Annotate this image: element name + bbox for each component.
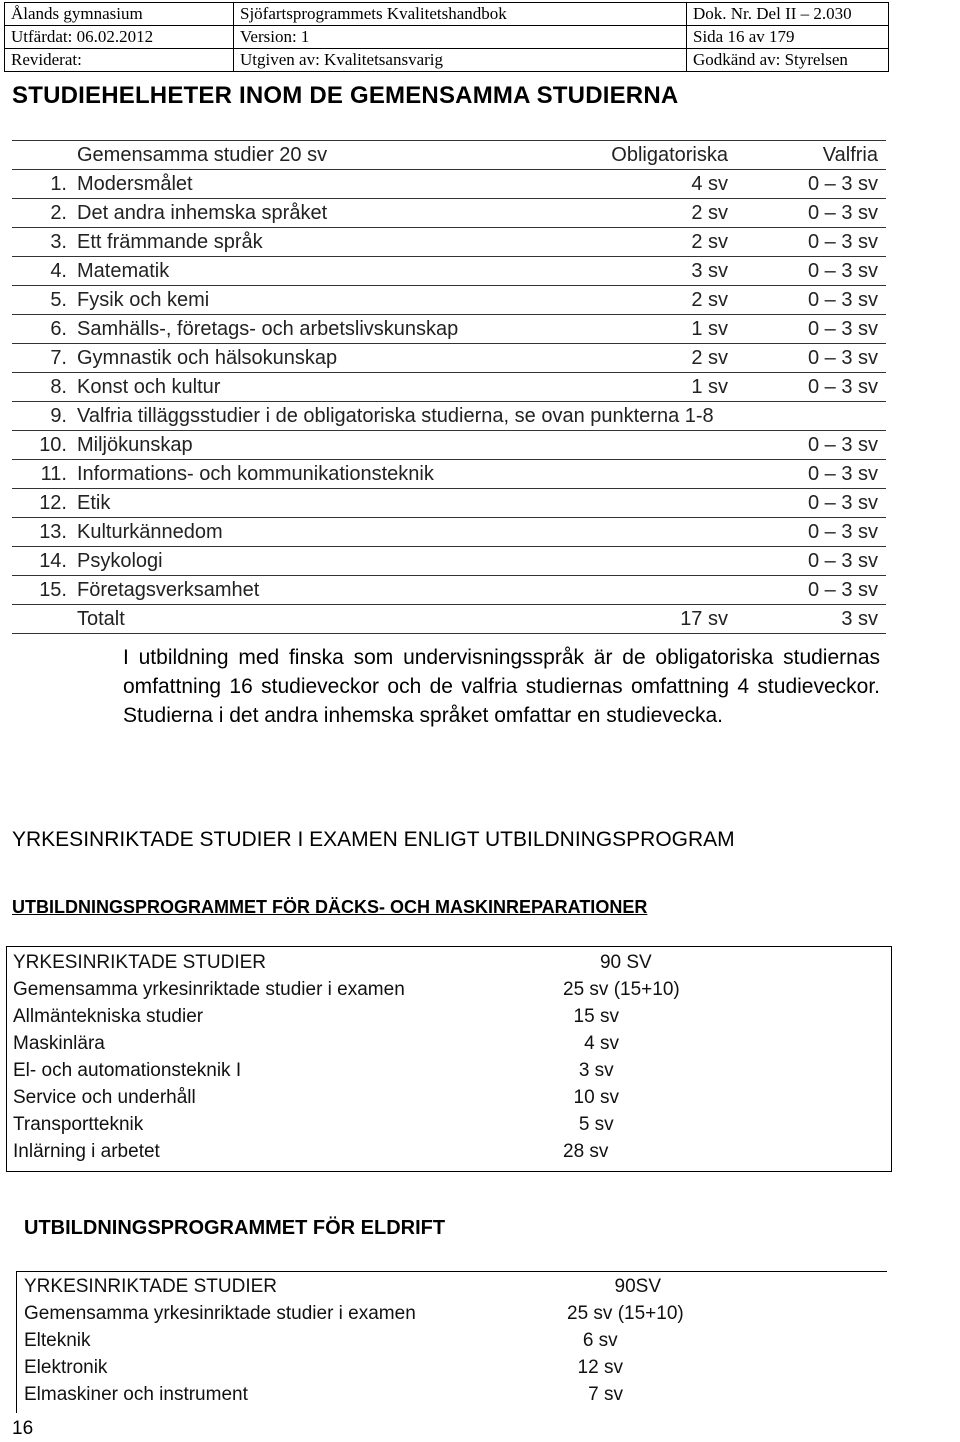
program1-row [7,1003,891,1030]
program2-row-amount: 90SV [567,1276,661,1297]
program2-row [17,1327,887,1354]
header-version: Version: 1 [234,26,687,49]
header-issued-by: Utgiven av: Kvalitetsansvarig [234,49,687,72]
core-row-optional: 0 – 3 sv [807,521,878,543]
program1-row [7,1138,891,1165]
core-table-row [12,315,886,344]
program2-row-amount: 7 sv [567,1384,623,1405]
core-row-optional: 0 – 3 sv [807,260,878,282]
program1-row-label: Maskinlära [13,1033,105,1054]
program1-box [6,946,892,1172]
core-row-subject: Modersmålet [77,173,193,195]
core-head-name: Gemensamma studier 20 sv [77,144,328,166]
program2-row [17,1381,887,1408]
core-row-optional: 0 – 3 sv [807,463,878,485]
core-table-row [12,286,886,315]
program1-row-label: El- och automationsteknik I [13,1060,242,1081]
program2-row-label: Elteknik [24,1330,91,1351]
core-row-subject: Fysik och kemi [77,289,210,311]
core-row-optional: 0 – 3 sv [807,579,878,601]
program2-row [17,1300,887,1327]
core-table-row [12,460,886,489]
core-table-row [12,373,886,402]
core-row-number: 2. [50,202,67,224]
core-row-optional: 0 – 3 sv [807,376,878,398]
core-row-subject: Kulturkännedom [77,521,223,543]
core-total-row [12,605,886,634]
program2-row-amount: 25 sv (15+10) [567,1303,684,1324]
core-row-subject: Gymnastik och hälsokunskap [77,347,338,369]
program2-title: UTBILDNINGSPROGRAMMET FÖR ELDRIFT [24,1217,446,1239]
core-table-row [12,257,886,286]
header-page: Sida 16 av 179 [687,26,889,49]
core-row-number: 1. [50,173,67,195]
header-revised: Reviderat: [5,49,234,72]
core-table-row [12,199,886,228]
program2-row-label: Gemensamma yrkesinriktade studier i examen [24,1303,416,1324]
program1-row-amount: 90 SV [563,952,652,973]
page-title: STUDIEHELHETER INOM DE GEMENSAMMA STUDIERNA [12,82,679,109]
header-approved: Godkänd av: Styrelsen [687,49,889,72]
core-total-label: Totalt [77,608,125,630]
program1-row [7,1057,891,1084]
header-school: Ålands gymnasium [5,3,234,26]
program2-row-label: YRKESINRIKTADE STUDIER [24,1276,278,1297]
core-row-optional: 0 – 3 sv [807,492,878,514]
core-row-number: 9. [50,405,67,427]
program1-row-amount: 28 sv [563,1141,609,1162]
document-header [4,2,889,72]
section-heading: YRKESINRIKTADE STUDIER I EXAMEN ENLIGT UTBILDNINGSPROGRAM [12,828,735,851]
core-row-optional: 0 – 3 sv [807,347,878,369]
core-table-row [12,547,886,576]
core-row-number: 7. [50,347,67,369]
program1-row-label: Gemensamma yrkesinriktade studier i examen [13,979,405,1000]
core-head-optional: Valfria [822,144,878,166]
core-row-optional: 0 – 3 sv [807,318,878,340]
program2-row-amount: 12 sv [567,1357,623,1378]
core-table-header [12,140,886,170]
program1-row-label: Transportteknik [13,1114,144,1135]
core-table-row [12,518,886,547]
program1-row-amount: 4 sv [563,1033,619,1054]
core-row-number: 6. [50,318,67,340]
core-row-number: 10. [39,434,67,456]
core-row-number: 13. [39,521,67,543]
core-row-optional: 0 – 3 sv [807,231,878,253]
program1-row-amount: 5 sv [563,1114,614,1135]
core-row-obligatory: 4 sv [691,173,728,195]
core-row-obligatory: 2 sv [691,289,728,311]
core-row-optional: 0 – 3 sv [807,202,878,224]
header-issued: Utfärdat: 06.02.2012 [5,26,234,49]
core-row-subject: Det andra inhemska språket [77,202,328,224]
core-row-subject: Valfria tilläggsstudier i de obligatoriska studierna, se ovan punkterna 1-8 [77,405,714,427]
core-table-row [12,431,886,460]
program1-row-amount: 15 sv [563,1006,619,1027]
program1-row [7,1111,891,1138]
program1-row-label: Inlärning i arbetet [13,1141,160,1162]
core-row-obligatory: 1 sv [691,318,728,340]
program2-row-amount: 6 sv [567,1330,618,1351]
core-studies-table [12,140,886,634]
core-row-number: 4. [50,260,67,282]
core-row-obligatory: 3 sv [691,260,728,282]
program2-box [16,1271,887,1413]
program1-row-amount: 10 sv [563,1087,619,1108]
core-table-row [12,170,886,199]
core-head-obligatory: Obligatoriska [611,144,728,166]
header-docnr: Dok. Nr. Del II – 2.030 [687,3,889,26]
program1-row [7,1030,891,1057]
core-row-optional: 0 – 3 sv [807,550,878,572]
core-row-optional: 0 – 3 sv [807,173,878,195]
program2-row-label: Elmaskiner och instrument [24,1384,248,1405]
core-row-subject: Företagsverksamhet [77,579,260,601]
core-row-subject: Matematik [77,260,170,282]
program1-row [7,949,891,976]
core-row-subject: Etik [77,492,111,514]
core-row-obligatory: 2 sv [691,231,728,253]
program2-row-label: Elektronik [24,1357,108,1378]
core-total-obligatory: 17 sv [680,608,728,630]
core-row-subject: Samhälls-, företags- och arbetslivskunskap [77,318,459,340]
info-paragraph: I utbildning med finska som undervisningsspråk är de obligatoriska studiernas omfattning 16 studieveckor och de valfria studiernas omfattning 4 studieveckor. Studierna i det andra inhemska språket omfattar en studievecka. [123,646,880,727]
core-row-optional: 0 – 3 sv [807,434,878,456]
core-table-row [12,576,886,605]
header-handbook: Sjöfartsprogrammets Kvalitetshandbok [234,3,687,26]
core-row-optional: 0 – 3 sv [807,289,878,311]
core-row-number: 3. [50,231,67,253]
core-row-number: 14. [39,550,67,572]
core-table-body [12,170,886,605]
program2-row [17,1273,887,1300]
program1-row [7,1084,891,1111]
program1-row-label: Allmäntekniska studier [13,1006,204,1027]
core-table-row [12,489,886,518]
core-row-number: 11. [40,463,67,485]
core-table-row [12,228,886,257]
core-row-number: 5. [50,289,67,311]
page-number: 16 [12,1418,34,1439]
core-row-subject: Ett främmande språk [77,231,263,253]
core-row-number: 15. [39,579,67,601]
core-table-row [12,402,886,431]
program1-row-label: Service och underhåll [13,1087,196,1108]
core-row-number: 12. [39,492,67,514]
core-row-obligatory: 1 sv [691,376,728,398]
program1-row [7,976,891,1003]
core-row-obligatory: 2 sv [691,347,728,369]
program1-title: UTBILDNINGSPROGRAMMET FÖR DÄCKS- OCH MASKINREPARATIONER [12,897,648,917]
core-row-subject: Konst och kultur [77,376,221,398]
core-row-obligatory: 2 sv [691,202,728,224]
program2-row [17,1354,887,1381]
core-row-subject: Miljökunskap [77,434,193,456]
core-row-subject: Informations- och kommunikationsteknik [77,463,434,485]
core-row-subject: Psykologi [77,550,163,572]
core-table-row [12,344,886,373]
program1-row-label: YRKESINRIKTADE STUDIER [13,952,267,973]
program1-row-amount: 25 sv (15+10) [563,979,680,1000]
core-total-optional: 3 sv [841,608,878,630]
core-row-number: 8. [50,376,67,398]
program1-row-amount: 3 sv [563,1060,614,1081]
